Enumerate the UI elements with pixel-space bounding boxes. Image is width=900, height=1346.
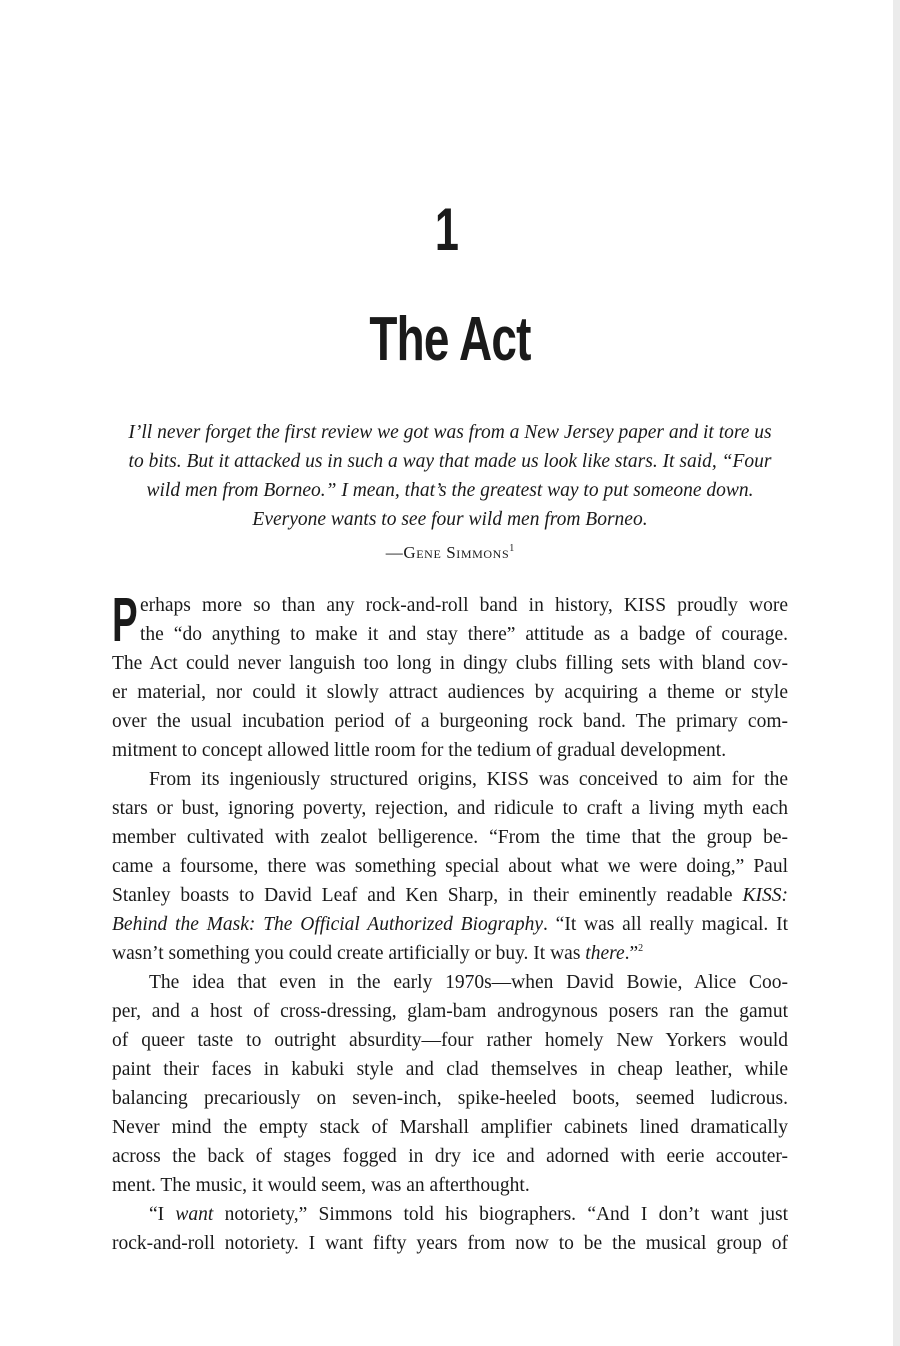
footnote-marker: 1 (509, 543, 515, 554)
drop-cap: P (112, 586, 138, 655)
text-line: er material, nor could it slowly attract audiences by acquiring a theme or style (112, 682, 788, 703)
book-title-text: KISS: (742, 885, 788, 906)
text-line (112, 910, 788, 939)
text-line: came a foursome, there was something special about what we were doing,” Paul (112, 856, 788, 877)
text-run: notoriety,” Simmons told his biographers. “And I don’t want just (213, 1204, 788, 1225)
epigraph-line: wild men from Borneo.” I mean, that’s the greatest way to put someone down. (146, 480, 754, 501)
text-line: erhaps more so than any rock-and-roll band in history, KISS proudly wore (140, 595, 788, 616)
epigraph-attribution (112, 534, 788, 567)
text-line: The Act could never languish too long in dingy clubs filling sets with bland cov- (112, 653, 788, 674)
text-run: wasn’t something you could create artificially or buy. It was (112, 943, 586, 964)
attribution-dash: — (385, 543, 404, 562)
text-line: per, and a host of cross-dressing, glam-bam androgynous posers ran the gamut (112, 1001, 788, 1022)
epigraph-line: I’ll never forget the first review we got was from a New Jersey paper and it tore us (128, 422, 772, 443)
text-run: .” (624, 943, 639, 964)
text-line (112, 939, 788, 968)
text-line: ment. The music, it would seem, was an afterthought. (112, 1175, 530, 1196)
chapter-number: 1 (434, 196, 459, 263)
body-text (112, 586, 788, 1258)
page-edge (893, 0, 900, 1346)
text-line: The idea that even in the early 1970s—when David Bowie, Alice Coo- (149, 972, 788, 993)
epigraph-line: to bits. But it attacked us in such a way that made us look like stars. It said, “Four (128, 451, 772, 472)
text-run: Stanley boasts to David Leaf and Ken Sharp, in their eminently readable (112, 885, 743, 906)
text-line: stars or bust, ignoring poverty, rejection, and ridicule to craft a living myth each (112, 798, 788, 819)
text-run: “I (149, 1204, 176, 1225)
text-line (112, 881, 788, 910)
text-line: the “do anything to make it and stay there” attitude as a badge of courage. (140, 624, 788, 645)
epigraph (112, 418, 788, 567)
text-line: across the back of stages fogged in dry ice and adorned with eerie accouter- (112, 1146, 788, 1167)
text-line: balancing precariously on seven-inch, spike-heeled boots, seemed ludicrous. (112, 1088, 788, 1109)
text-line: mitment to concept allowed little room for the tedium of gradual development. (112, 740, 727, 761)
footnote-marker: 2 (638, 943, 644, 954)
emphasis-text: there (585, 943, 625, 964)
text-line: From its ingeniously structured origins, KISS was conceived to aim for the (149, 769, 788, 790)
text-line: member cultivated with zealot belligerence. “From the time that the group be- (112, 827, 788, 848)
text-line: of queer taste to outright absurdity—four rather homely New Yorkers would (112, 1030, 788, 1051)
text-line: rock-and-roll notoriety. I want fifty years from now to be the musical group of (112, 1233, 788, 1254)
chapter-title: The Act (369, 305, 531, 374)
emphasis-text: want (175, 1204, 214, 1225)
text-run: . “It was all really magical. It (543, 914, 788, 935)
book-title-text: Behind the Mask: The Official Authorized Biography (112, 914, 543, 935)
attribution-name: Gene Simmons (403, 543, 510, 562)
text-line: Never mind the empty stack of Marshall amplifier cabinets lined dramatically (112, 1117, 788, 1138)
text-line: paint their faces in kabuki style and clad themselves in cheap leather, while (112, 1059, 788, 1080)
text-line (112, 1200, 788, 1229)
text-line: over the usual incubation period of a burgeoning rock band. The primary com- (112, 711, 788, 732)
epigraph-line: Everyone wants to see four wild men from Borneo. (252, 509, 648, 530)
